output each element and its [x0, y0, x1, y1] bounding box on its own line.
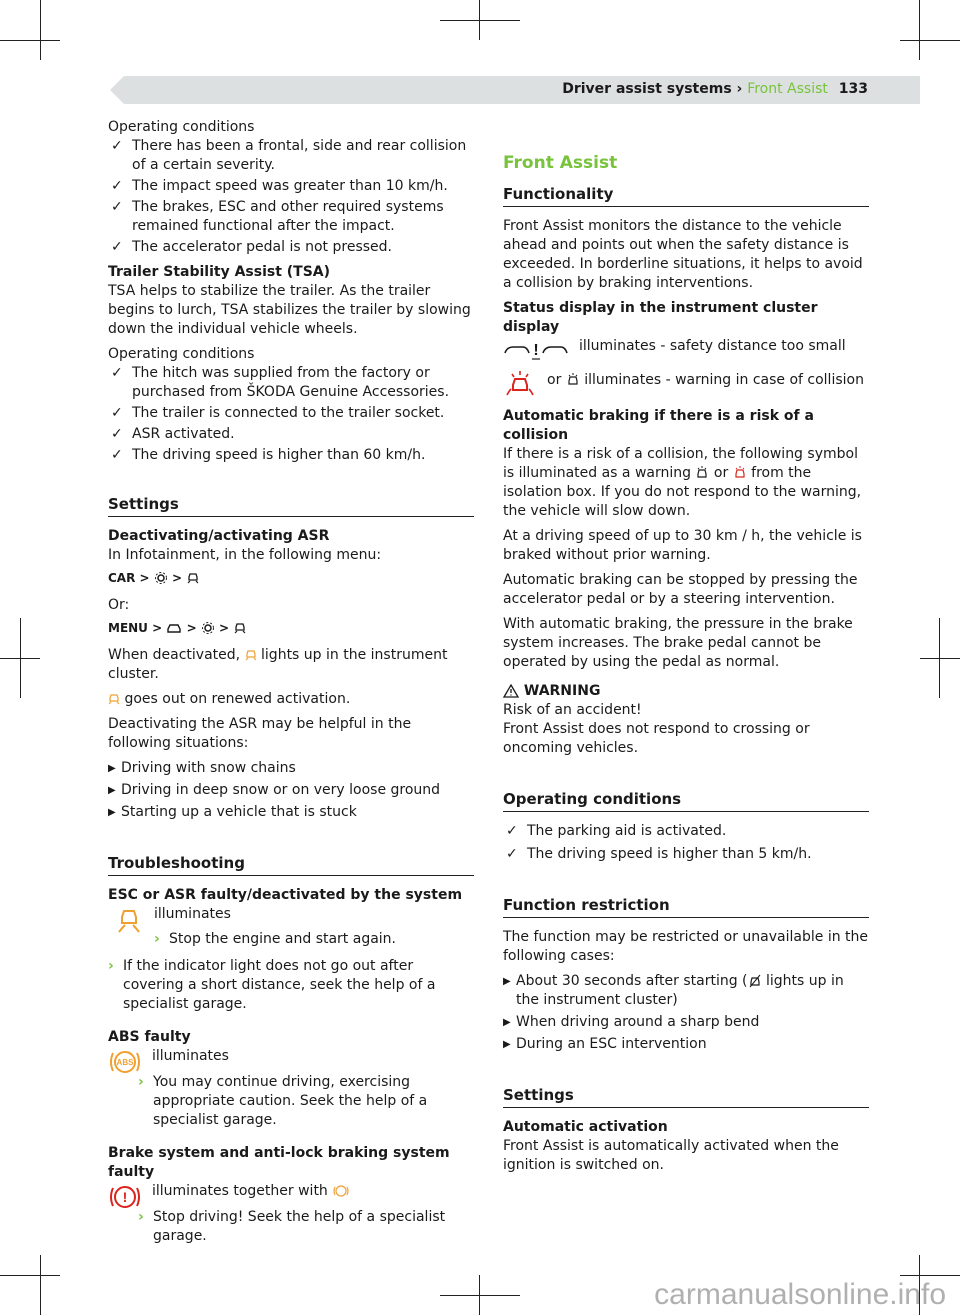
stop-text: Automatic braking can be stopped by pressing the accelerator pedal or by a steering intervention. [503, 572, 858, 607]
speed-text: At a driving speed of up to 30 km / h, the vehicle is braked without prior warning. [503, 528, 862, 563]
crop-mark [40, 1255, 41, 1315]
menu-path-menu: MENU > > > [108, 619, 474, 638]
warning-box [503, 682, 869, 758]
crop-mark [0, 1275, 60, 1276]
check-icon: ✓ [506, 846, 518, 862]
auto-activation-title: Automatic activation [503, 1119, 668, 1135]
oc1-title: Operating conditions [108, 119, 255, 135]
asr-car-icon [233, 621, 247, 635]
collision-warning-red-icon [503, 369, 537, 399]
list-item: ✓ The accelerator pedal is not pressed. [111, 239, 392, 255]
asr-off-icon [108, 692, 120, 706]
check-icon: ✓ [111, 405, 123, 421]
header-separator: › [736, 81, 743, 97]
list-item: ▶ Driving with snow chains [108, 760, 296, 776]
settings-heading: Settings [108, 495, 474, 517]
crop-mark [900, 1275, 960, 1276]
gear-icon [201, 621, 215, 635]
bullet-triangle-icon: ▶ [503, 1017, 511, 1028]
list-item: ✓ The driving speed is higher than 5 km/h. [506, 846, 812, 862]
crop-mark [440, 1295, 520, 1296]
check-icon: ✓ [111, 138, 123, 154]
esc-warning-icon [114, 905, 144, 935]
check-icon: ✓ [111, 239, 123, 255]
crop-mark [920, 658, 960, 659]
arrow-icon: › [138, 1074, 144, 1090]
bullet-triangle-icon: ▶ [108, 785, 116, 796]
svg-text:!: ! [533, 342, 539, 359]
abs-icon [332, 1184, 350, 1198]
car-icon [166, 621, 182, 635]
warning-triangle-icon [503, 684, 519, 698]
bullet-triangle-icon: ▶ [108, 763, 116, 774]
asr-off-icon [245, 648, 257, 662]
watermark: carmanualsonline.info [654, 1278, 946, 1311]
helpful-text: Deactivating the ASR may be helpful in the following situations: [108, 716, 412, 751]
svg-text:ABS: ABS [116, 1058, 134, 1067]
function-restriction-heading: Function restriction [503, 896, 869, 918]
brake-warning-icon [108, 1182, 142, 1212]
warning-text-2: Front Assist does not respond to crossing or oncoming vehicles. [503, 721, 810, 756]
list-item: ✓ The driving speed is higher than 60 km/h. [111, 447, 426, 463]
svg-text:!: ! [122, 1189, 128, 1205]
step: › Stop driving! Seek the help of a specialist garage. [138, 1209, 446, 1244]
crop-mark [939, 618, 940, 698]
brake-indicator: ! illuminates together with [108, 1182, 474, 1212]
menu-menu-label: MENU [108, 621, 148, 635]
renew-text: goes out on renewed activation. [108, 690, 474, 709]
gear-icon [154, 571, 168, 585]
menu-path-car: CAR > > [108, 569, 474, 588]
operating-conditions-heading: Operating conditions [503, 790, 869, 812]
crop-mark [20, 618, 21, 698]
esc-indicator: illuminates › Stop the engine and start again. [108, 905, 474, 953]
esc-title: ESC or ASR faulty/deactivated by the system [108, 887, 463, 903]
crop-mark [900, 40, 960, 41]
running-header [562, 80, 868, 100]
list-item: ✓ The brakes, ESC and other required systems remained functional after the impact. [111, 199, 444, 234]
list-item: ✓ The impact speed was greater than 10 km/h. [111, 178, 448, 194]
arrow-icon: › [108, 958, 114, 974]
right-column [503, 118, 869, 1175]
list-item: ▶ When driving around a sharp bend [503, 1014, 760, 1030]
functionality-text: Front Assist monitors the distance to the vehicle ahead and points out when the safety distance is exceeded. In borderline situations, it helps to avoid a collision by braking interventions. [503, 218, 863, 291]
status-title: Status display in the instrument cluster display [503, 300, 818, 335]
abs-indicator: ABS illuminates [108, 1047, 474, 1077]
crop-mark [440, 20, 520, 21]
crop-mark [479, 0, 480, 40]
collision-warning-red-icon [733, 466, 747, 480]
tsa-text: TSA helps to stabilize the trailer. As the trailer begins to lurch, TSA stabilizes the trailer by slowing down the individual vehicle wheels. [108, 283, 471, 337]
restriction-text: The function may be restricted or unavailable in the following cases: [503, 929, 869, 964]
asr-car-icon [186, 571, 200, 585]
list-item: ✓ ASR activated. [111, 426, 235, 442]
crop-mark [40, 0, 41, 60]
distance-warning-icon [503, 337, 569, 363]
check-icon: ✓ [111, 199, 123, 215]
list-item: ▶ Starting up a vehicle that is stuck [108, 804, 357, 820]
abs-warning-icon [108, 1047, 142, 1077]
troubleshooting-heading: Troubleshooting [108, 854, 474, 876]
list-item: ✓ The parking aid is activated. [506, 823, 727, 839]
tsa-title: Trailer Stability Assist (TSA) [108, 264, 331, 280]
list-item: ▶ During an ESC intervention [503, 1036, 707, 1052]
check-icon: ✓ [111, 178, 123, 194]
step: › Stop the engine and start again. [154, 931, 397, 947]
header-subsection: Front Assist [747, 81, 828, 97]
asr-intro: In Infotainment, in the following menu: [108, 547, 382, 563]
collision-warning-icon [748, 974, 762, 988]
functionality-heading: Functionality [503, 185, 869, 207]
step: › If the indicator light does not go out after covering a short distance, seek the help of a specialist garage. [108, 958, 436, 1012]
arrow-icon: › [154, 931, 160, 947]
check-icon: ✓ [111, 365, 123, 381]
crop-mark [919, 0, 920, 60]
settings-heading: Settings [503, 1086, 869, 1108]
list-item: ✓ The hitch was supplied from the factory or purchased from ŠKODA Genuine Accessories. [111, 365, 450, 400]
pressure-text: With automatic braking, the pressure in the brake system increases. The brake pedal cannot be operated by using the pedal as normal. [503, 616, 853, 670]
step: › You may continue driving, exercising appropriate caution. Seek the help of a specialist garage. [138, 1074, 428, 1128]
status-line-1: ! illuminates - safety distance too small [503, 337, 869, 363]
brake-title: Brake system and anti-lock braking system faulty [108, 1145, 450, 1180]
list-item: ▶ Driving in deep snow or on very loose ground [108, 782, 441, 798]
collision-warning-icon [695, 466, 709, 480]
page-number: 133 [838, 81, 868, 97]
bullet-triangle-icon: ▶ [503, 1039, 511, 1050]
bullet-triangle-icon: ▶ [503, 976, 511, 987]
arrow-icon: › [138, 1209, 144, 1225]
check-icon: ✓ [111, 426, 123, 442]
auto-braking-text: If there is a risk of a collision, the following symbol is illuminated as a warning or from the isolation box. If you do not respond to the warning, the vehicle will slow down. [503, 446, 862, 519]
warning-label: WARNING [503, 682, 869, 701]
header-section: Driver assist systems [562, 81, 732, 97]
deactivated-text: When deactivated, lights up in the instrument cluster. [108, 647, 448, 682]
list-item: ✓ There has been a frontal, side and rear collision of a certain severity. [111, 138, 467, 173]
check-icon: ✓ [111, 447, 123, 463]
oc2-title: Operating conditions [108, 346, 255, 362]
check-icon: ✓ [506, 823, 518, 839]
section-title: Front Assist [503, 153, 618, 173]
list-item: ✓ The trailer is connected to the trailer socket. [111, 405, 445, 421]
abs-title: ABS faulty [108, 1029, 191, 1045]
bullet-triangle-icon: ▶ [108, 807, 116, 818]
menu-car-label: CAR [108, 571, 136, 585]
collision-warning-icon [566, 373, 580, 387]
left-column [108, 118, 474, 1250]
list-item: ▶ About 30 seconds after starting ( lights up in the instrument cluster) [503, 973, 844, 1008]
warning-text-1: Risk of an accident! [503, 702, 642, 718]
or-text: Or: [108, 597, 130, 613]
auto-activation-text: Front Assist is automatically activated when the ignition is switched on. [503, 1138, 839, 1173]
asr-title: Deactivating/activating ASR [108, 528, 330, 544]
auto-braking-title: Automatic braking if there is a risk of a collision [503, 408, 814, 443]
crop-mark [0, 40, 60, 41]
status-line-2: or illuminates - warning in case of collision [503, 369, 869, 399]
crop-mark [479, 1275, 480, 1315]
